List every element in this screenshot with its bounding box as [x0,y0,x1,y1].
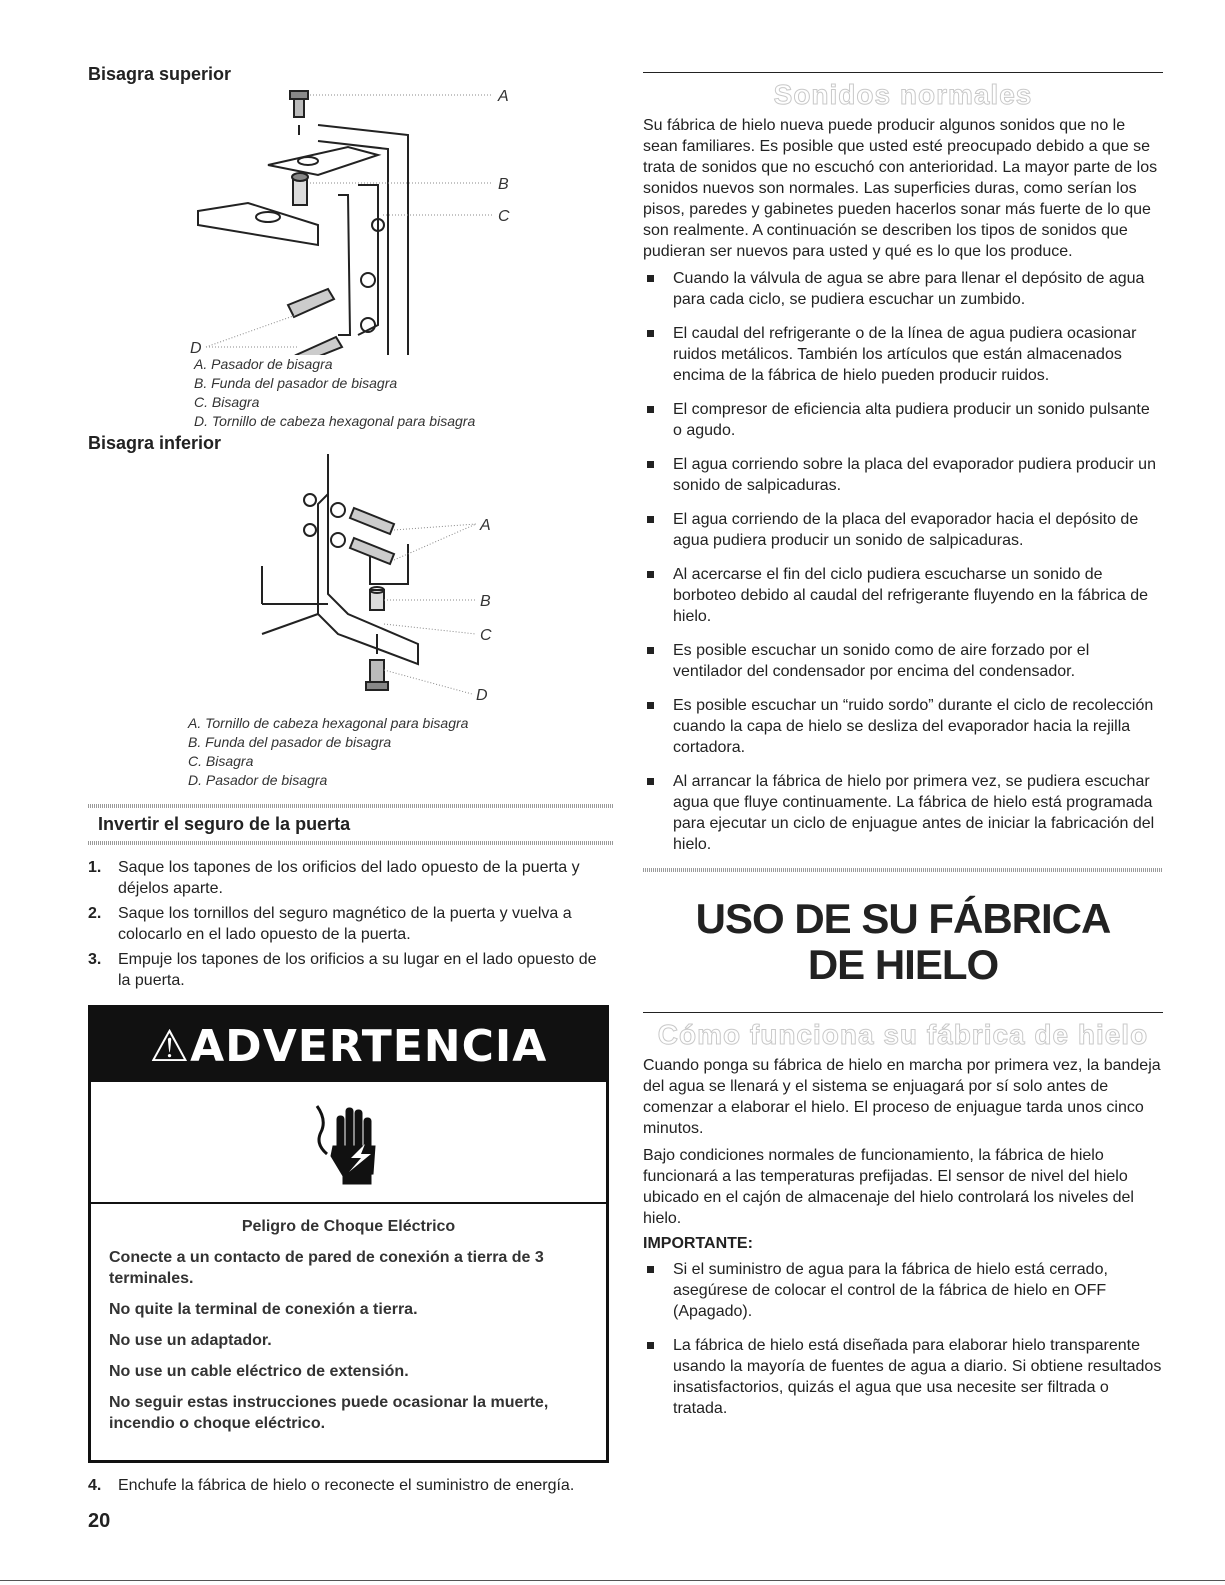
warning-body [91,1204,606,1460]
upper-label-c: C [498,208,510,225]
step-text: Empuje los tapones de los orificios a su lugar en el lado opuesto de la puerta. [118,951,597,989]
list-item: El agua corriendo sobre la placa del evaporador pudiera producir un sonido de salpicaduras. [643,454,1163,496]
warning-header-text: ADVERTENCIA [190,1021,548,1072]
warning-header [91,1008,606,1082]
electric-shock-hand-icon [313,1096,383,1186]
upper-hinge-caption [194,355,613,431]
page-bottom-rule [0,1580,1225,1581]
caption-line: D. Pasador de bisagra [188,772,328,788]
lower-label-a: A [480,517,491,534]
upper-label-a: A [498,88,509,105]
caption-line: C. Bisagra [188,753,254,769]
warning-triangle-icon: ⚠ [149,1021,191,1072]
step-number: 4. [88,1477,102,1494]
step-text: Saque los tornillos del seguro magnético de la puerta y vuelva a colocarlo en el lado opuesto de la puerta. [118,905,572,943]
warning-line: No quite la terminal de conexión a tierra. [109,1301,418,1318]
list-item: Es posible escuchar un sonido como de aire forzado por el ventilador del condensador por encima del condensador. [643,640,1163,682]
list-item [88,1475,613,1496]
door-lock-steps [88,857,613,991]
caption-line: B. Funda del pasador de bisagra [194,375,398,391]
sounds-title: Sonidos normales [773,79,1033,110]
step-text: Enchufe la fábrica de hielo o reconecte el suministro de energía. [118,1477,575,1494]
list-item: Cuando la válvula de agua se abre para llenar el depósito de agua para cada ciclo, se pudiera escuchar un zumbido. [643,268,1163,310]
how-paragraph: Cuando ponga su fábrica de hielo en marcha por primera vez, la bandeja del agua se llenará y el sistema se enjuagará por sí solo antes de comenzar a elaborar el hielo. El proceso de enjuague tarda unos cinco minutos. [643,1057,1161,1137]
divider [88,841,613,845]
divider [643,868,1163,872]
upper-hinge-title: Bisagra superior [88,64,232,84]
step-number: 1. [88,859,102,876]
use-title-line: USO DE SU FÁBRICA [695,895,1111,942]
final-step [88,1475,613,1496]
warning-line: Conecte a un contacto de pared de conexión a tierra de 3 terminales. [109,1249,544,1287]
step-number: 2. [88,905,102,922]
right-column [643,64,1163,1432]
left-column [88,64,613,1500]
list-item [88,949,613,991]
lower-label-c: C [480,627,492,644]
lower-hinge-caption [188,714,613,790]
warning-icon-area [91,1082,606,1204]
upper-label-d: D [190,340,202,355]
list-item [88,903,613,945]
page-number: 20 [88,1510,111,1532]
use-title-line: DE HIELO [807,941,999,988]
upper-hinge-diagram [88,85,548,355]
caption-line: C. Bisagra [194,394,260,410]
lower-label-d: D [476,687,488,704]
door-lock-title: Invertir el seguro de la puerta [98,814,351,834]
list-item: El agua corriendo de la placa del evaporador hacia el depósito de agua pudiera producir un sonido de salpicaduras. [643,509,1163,551]
how-list [643,1259,1163,1419]
warning-line: No seguir estas instrucciones puede ocasionar la muerte, incendio o choque eléctrico. [109,1394,549,1432]
use-title [643,896,1163,988]
caption-line: A. Pasador de bisagra [194,356,333,372]
lower-hinge-figure [88,454,613,790]
warning-line: No use un cable eléctrico de extensión. [109,1363,409,1380]
how-paragraph: Bajo condiciones normales de funcionamiento, la fábrica de hielo funcionará a las temperaturas prefijadas. El sensor de nivel del hielo ubicado en el cajón de almacenaje del hielo controlará los niveles del hielo. [643,1147,1134,1227]
lower-label-b: B [480,593,491,610]
list-item [88,857,613,899]
step-number: 3. [88,951,102,968]
warning-title: Peligro de Choque Eléctrico [241,1218,456,1235]
list-item: Al acercarse el fin del ciclo pudiera escucharse un sonido de borboteo debido al caudal del refrigerante fluyendo en la fábrica de hielo. [643,564,1163,627]
step-text: Saque los tapones de los orificios del lado opuesto de la puerta y déjelos aparte. [118,859,580,897]
list-item: Es posible escuchar un “ruido sordo” durante el ciclo de recolección cuando la capa de hielo se desliza del evaporador hacia la rejilla cortadora. [643,695,1163,758]
warning-box [88,1005,609,1463]
important-label: IMPORTANTE: [643,1235,753,1252]
list-item: La fábrica de hielo está diseñada para elaborar hielo transparente usando la mayoría de fuentes de agua a diario. Si obtiene resultados insatisfactorios, quizás el agua que usa necesite ser filtrada o tratada. [643,1335,1163,1419]
sounds-intro: Su fábrica de hielo nueva puede producir algunos sonidos que no le sean familiares. Es posible que usted esté preocupado debido a que se trata de sonidos que no escuchó con anterioridad. La mayor parte de los sonidos nuevos son normales. Las superficies duras, como serían los pisos, paredes y gabinetes pueden hacerlos sonar más fuerte de lo que son realmente. A continuación se describen los tipos de sonidos que pudieran ser nuevos para usted y qué es lo que los produce. [643,117,1158,260]
caption-line: B. Funda del pasador de bisagra [188,734,392,750]
upper-hinge-figure [88,85,613,431]
warning-line: No use un adaptador. [109,1332,272,1349]
list-item: Si el suministro de agua para la fábrica de hielo está cerrado, asegúrese de colocar el control de la fábrica de hielo en OFF (Apagado). [643,1259,1163,1322]
caption-line: A. Tornillo de cabeza hexagonal para bisagra [188,715,469,731]
upper-label-b: B [498,176,509,193]
lower-hinge-diagram [88,454,548,714]
caption-line: D. Tornillo de cabeza hexagonal para bisagra [194,413,476,429]
how-title: Cómo funciona su fábrica de hielo [657,1019,1149,1050]
list-item: El caudal del refrigerante o de la línea de agua pudiera ocasionar ruidos metálicos. También los artículos que están almacenados encima de la fábrica de hielo pueden producir ruidos. [643,323,1163,386]
section-rule [643,72,1163,73]
list-item: El compresor de eficiencia alta pudiera producir un sonido pulsante o agudo. [643,399,1163,441]
door-lock-section [88,804,613,991]
list-item: Al arrancar la fábrica de hielo por primera vez, se pudiera escuchar agua que fluye continuamente. La fábrica de hielo está programada para ejecutar un ciclo de enjuague antes de iniciar la fabricación del hielo. [643,771,1163,855]
section-rule [643,1012,1163,1013]
lower-hinge-title: Bisagra inferior [88,433,222,453]
sounds-list [643,268,1163,855]
